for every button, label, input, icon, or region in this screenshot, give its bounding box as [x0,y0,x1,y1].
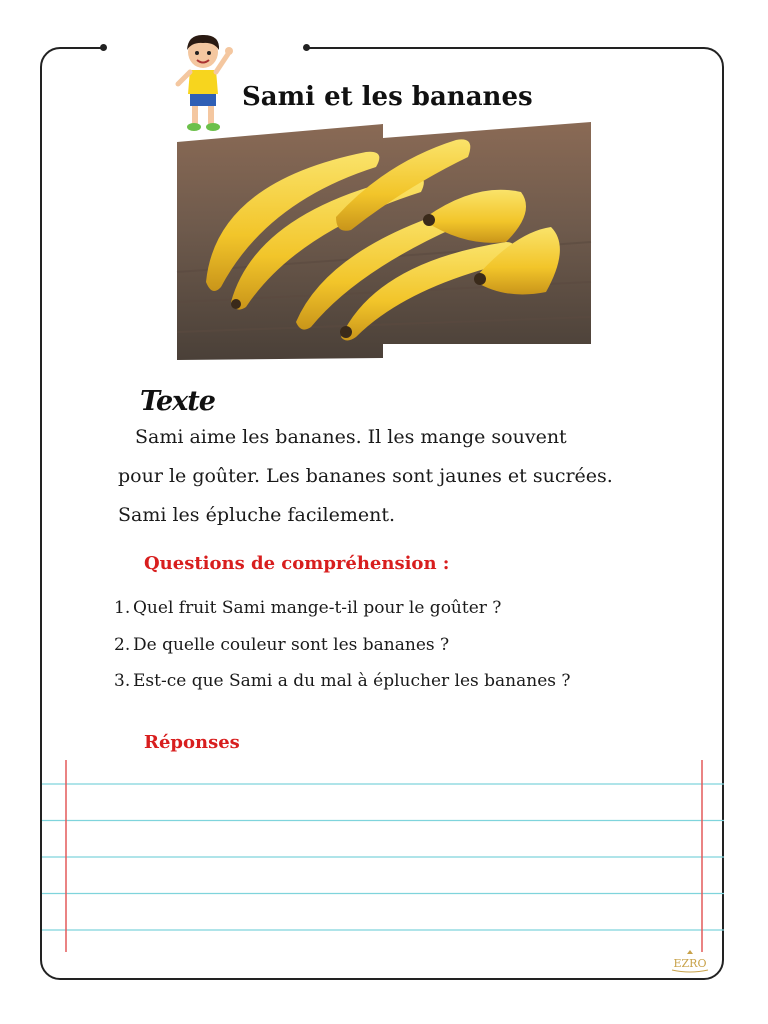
frame-dot-right [303,44,310,51]
question-text: De quelle couleur sont les bananes ? [133,634,450,655]
answer-lines [42,760,724,960]
ezro-logo [670,950,710,974]
question-text: Quel fruit Sami mange-t-il pour le goûter ? [133,598,502,618]
questions-list [114,598,571,708]
answer-ruling [42,784,724,930]
logo-text: EZRO [673,957,707,970]
reading-text [118,418,658,535]
question-item [114,635,571,672]
question-number: 2. [114,634,131,655]
banana-photo [176,122,592,362]
question-item [114,671,571,708]
question-number: 3. [114,671,131,691]
text-line: pour le goûter. Les bananes sont jaunes et sucrées. [118,465,613,487]
question-number: 1. [114,598,131,618]
page-title: Sami et les bananes [242,82,533,112]
texte-heading: Texte [140,386,215,417]
questions-heading: Questions de compréhension : [144,553,450,574]
question-text: Est-ce que Sami a du mal à éplucher les bananes ? [133,671,571,691]
text-line: Sami les épluche facilement. [118,504,396,526]
answers-heading: Réponses [144,732,240,753]
text-line: Sami aime les bananes. Il les mange souvent [135,426,567,448]
question-item [114,598,571,635]
frame-dot-left [100,44,107,51]
